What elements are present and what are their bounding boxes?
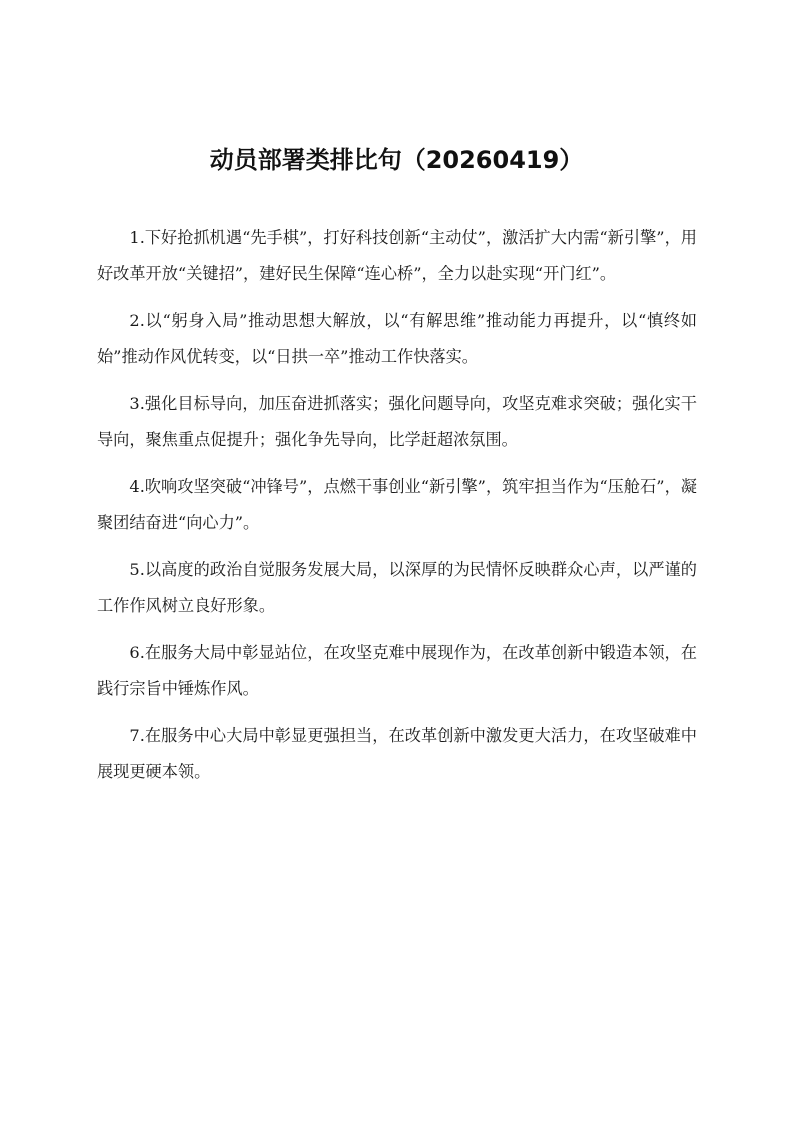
paragraph-7: 7.在服务中心大局中彰显更强担当，在改革创新中激发更大活力，在攻坚破难中展现更硬本领。	[97, 726, 697, 781]
document-title: 动员部署类排比句（20260419）	[209, 146, 584, 174]
paragraph-4: 4.吹响攻坚突破“冲锋号”，点燃干事创业“新引擎”，筑牢担当作为“压舱石”，凝聚团结奋进“向心力”。	[97, 477, 697, 532]
paragraph-6: 6.在服务大局中彰显站位，在攻坚克难中展现作为，在改革创新中锻造本领，在践行宗旨中锤炼作风。	[97, 643, 697, 698]
paragraph-1: 1.下好抢抓机遇“先手棋”，打好科技创新“主动仗”，激活扩大内需“新引擎”，用好改革开放“关键招”，建好民生保障“连心桥”，全力以赴实现“开门红”。	[97, 228, 697, 283]
paragraph-2: 2.以“躬身入局”推动思想大解放，以“有解思维”推动能力再提升，以“慎终如始”推动作风优转变，以“日拱一卒”推动工作快落实。	[97, 311, 697, 366]
paragraph-3: 3.强化目标导向，加压奋进抓落实；强化问题导向，攻坚克难求突破；强化实干导向，聚焦重点促提升；强化争先导向，比学赶超浓氛围。	[97, 394, 697, 449]
paragraph-5: 5.以高度的政治自觉服务发展大局，以深厚的为民情怀反映群众心声，以严谨的工作作风树立良好形象。	[97, 560, 697, 615]
document-body	[97, 220, 697, 801]
